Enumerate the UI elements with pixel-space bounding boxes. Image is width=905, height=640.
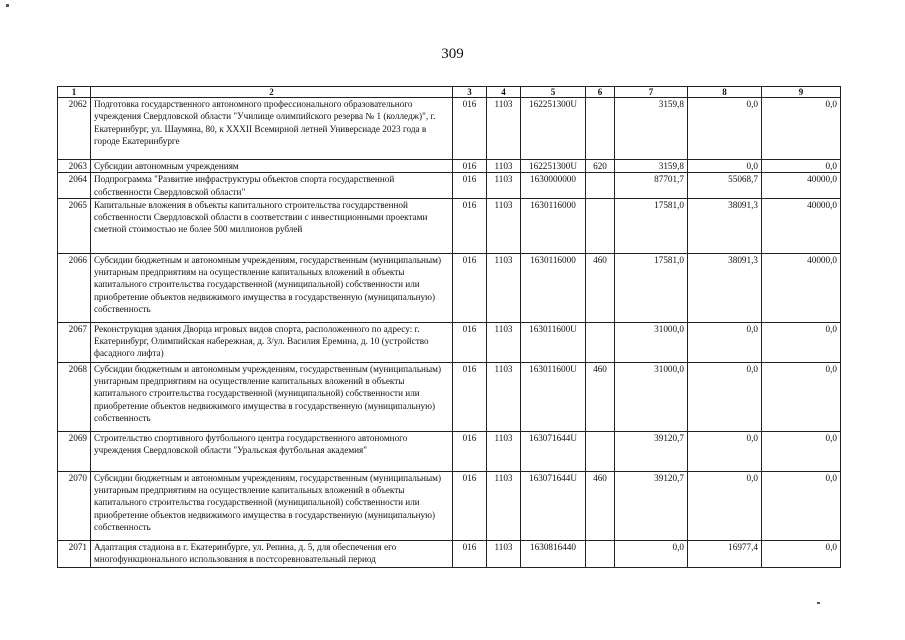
table-row	[58, 253, 841, 322]
header-cell: 1	[58, 87, 91, 98]
target-article-code: 162251300U	[521, 98, 586, 160]
table-row	[58, 362, 841, 431]
table-row	[58, 173, 841, 199]
row-description: Строительство спортивного футбольного центра государственного автономного учреждения Свердловской области "Уральская футбольная академия"	[91, 431, 453, 471]
target-article-code: 1630116000	[521, 198, 586, 253]
table-row	[58, 471, 841, 540]
row-description: Адаптация стадиона в г. Екатеринбурге, ул. Репина, д. 5, для обеспечения его многофункционального использования в постсоревновательный период	[91, 540, 453, 567]
ministry-code: 016	[453, 98, 487, 160]
row-description: Субсидии бюджетным и автономным учреждениям, государственным (муниципальным) унитарным предприятиям на осуществление капитальных вложений в объекты капитального строительства государственной (муниципальной) собственности или приобретение объектов недвижимого имущества в государственную (муниципальную) собственность	[91, 362, 453, 431]
table-row	[58, 160, 841, 173]
amount-col8: 0,0	[688, 160, 762, 173]
amount-col7: 31000,0	[615, 322, 688, 362]
amount-col9: 0,0	[762, 471, 841, 540]
target-article-code: 1630816440	[521, 540, 586, 567]
section-code: 1103	[487, 160, 521, 173]
row-description: Подпрограмма "Развитие инфраструктуры объектов спорта государственной собственности Свердловской области"	[91, 173, 453, 199]
expense-type-code: 460	[586, 362, 615, 431]
expense-type-code	[586, 98, 615, 160]
amount-col7: 3159,8	[615, 98, 688, 160]
expense-type-code	[586, 198, 615, 253]
ministry-code: 016	[453, 471, 487, 540]
header-cell: 9	[762, 87, 841, 98]
ministry-code: 016	[453, 253, 487, 322]
budget-table	[57, 86, 841, 568]
amount-col9: 0,0	[762, 160, 841, 173]
amount-col8: 55068,7	[688, 173, 762, 199]
expense-type-code	[586, 322, 615, 362]
section-code: 1103	[487, 198, 521, 253]
header-cell: 8	[688, 87, 762, 98]
target-article-code: 163011600U	[521, 362, 586, 431]
row-number: 2067	[58, 322, 91, 362]
header-cell: 6	[586, 87, 615, 98]
header-cell: 5	[521, 87, 586, 98]
row-number: 2071	[58, 540, 91, 567]
section-code: 1103	[487, 540, 521, 567]
amount-col9: 0,0	[762, 540, 841, 567]
header-cell: 4	[487, 87, 521, 98]
amount-col8: 0,0	[688, 362, 762, 431]
ministry-code: 016	[453, 173, 487, 199]
row-number: 2069	[58, 431, 91, 471]
amount-col7: 3159,8	[615, 160, 688, 173]
ministry-code: 016	[453, 362, 487, 431]
page-number: 309	[441, 46, 464, 62]
row-number: 2064	[58, 173, 91, 199]
amount-col9: 0,0	[762, 362, 841, 431]
section-code: 1103	[487, 471, 521, 540]
amount-col9: 0,0	[762, 322, 841, 362]
section-code: 1103	[487, 362, 521, 431]
row-description: Реконструкция здания Дворца игровых видов спорта, расположенного по адресу: г. Екатеринбург, Олимпийская набережная, д. 3/ул. Василия Еремина, д. 10 (устройство фасадного лифта)	[91, 322, 453, 362]
target-article-code: 162251300U	[521, 160, 586, 173]
amount-col8: 0,0	[688, 98, 762, 160]
header-row	[58, 87, 841, 98]
amount-col8: 16977,4	[688, 540, 762, 567]
table-row	[58, 540, 841, 567]
target-article-code: 163071644U	[521, 431, 586, 471]
row-number: 2066	[58, 253, 91, 322]
header-cell: 7	[615, 87, 688, 98]
row-number: 2063	[58, 160, 91, 173]
expense-type-code	[586, 431, 615, 471]
amount-col7: 39120,7	[615, 471, 688, 540]
row-number: 2062	[58, 98, 91, 160]
amount-col7: 87701,7	[615, 173, 688, 199]
section-code: 1103	[487, 322, 521, 362]
amount-col7: 31000,0	[615, 362, 688, 431]
table-row	[58, 198, 841, 253]
row-description: Субсидии бюджетным и автономным учреждениям, государственным (муниципальным) унитарным предприятиям на осуществление капитальных вложений в объекты капитального строительства государственной (муниципальной) собственности или приобретение объектов недвижимого имущества в государственную (муниципальную) собственность	[91, 471, 453, 540]
target-article-code: 1630116000	[521, 253, 586, 322]
section-code: 1103	[487, 173, 521, 199]
amount-col7: 39120,7	[615, 431, 688, 471]
section-code: 1103	[487, 431, 521, 471]
expense-type-code: 460	[586, 253, 615, 322]
table-row	[58, 431, 841, 471]
row-description: Субсидии бюджетным и автономным учреждениям, государственным (муниципальным) унитарным предприятиям на осуществление капитальных вложений в объекты капитального строительства государственной (муниципальной) собственности или приобретение объектов недвижимого имущества в государственную (муниципальную) собственность	[91, 253, 453, 322]
header-cell: 3	[453, 87, 487, 98]
row-description: Подготовка государственного автономного профессионального образовательного учреждения Свердловской области "Училище олимпийского резерва № 1 (колледж)", г. Екатеринбург, ул. Шаумяна, 80, к XXXII Всемирной летней Универсиаде 2023 года в городе Екатеринбурге	[91, 98, 453, 160]
target-article-code: 163071644U	[521, 471, 586, 540]
amount-col9: 0,0	[762, 98, 841, 160]
amount-col7: 0,0	[615, 540, 688, 567]
section-code: 1103	[487, 98, 521, 160]
section-code: 1103	[487, 253, 521, 322]
row-number: 2070	[58, 471, 91, 540]
amount-col8: 0,0	[688, 431, 762, 471]
scan-speck	[817, 602, 820, 604]
ministry-code: 016	[453, 160, 487, 173]
amount-col8: 0,0	[688, 471, 762, 540]
amount-col9: 40000,0	[762, 198, 841, 253]
amount-col9: 0,0	[762, 431, 841, 471]
expense-type-code	[586, 173, 615, 199]
amount-col9: 40000,0	[762, 173, 841, 199]
amount-col8: 38091,3	[688, 198, 762, 253]
header-cell: 2	[91, 87, 453, 98]
row-number: 2068	[58, 362, 91, 431]
table-row	[58, 98, 841, 160]
expense-type-code: 460	[586, 471, 615, 540]
amount-col8: 0,0	[688, 322, 762, 362]
amount-col9: 40000,0	[762, 253, 841, 322]
expense-type-code: 620	[586, 160, 615, 173]
target-article-code: 163011600U	[521, 322, 586, 362]
ministry-code: 016	[453, 431, 487, 471]
row-description: Субсидии автономным учреждениям	[91, 160, 453, 173]
scan-speck	[6, 4, 9, 7]
amount-col7: 17581,0	[615, 253, 688, 322]
target-article-code: 1630000000	[521, 173, 586, 199]
row-number: 2065	[58, 198, 91, 253]
row-description: Капитальные вложения в объекты капитального строительства государственной собственности Свердловской области в соответствии с инвестиционными проектами сметной стоимостью не более 500 миллионов рублей	[91, 198, 453, 253]
ministry-code: 016	[453, 322, 487, 362]
expense-type-code	[586, 540, 615, 567]
table-row	[58, 322, 841, 362]
ministry-code: 016	[453, 198, 487, 253]
amount-col7: 17581,0	[615, 198, 688, 253]
ministry-code: 016	[453, 540, 487, 567]
amount-col8: 38091,3	[688, 253, 762, 322]
